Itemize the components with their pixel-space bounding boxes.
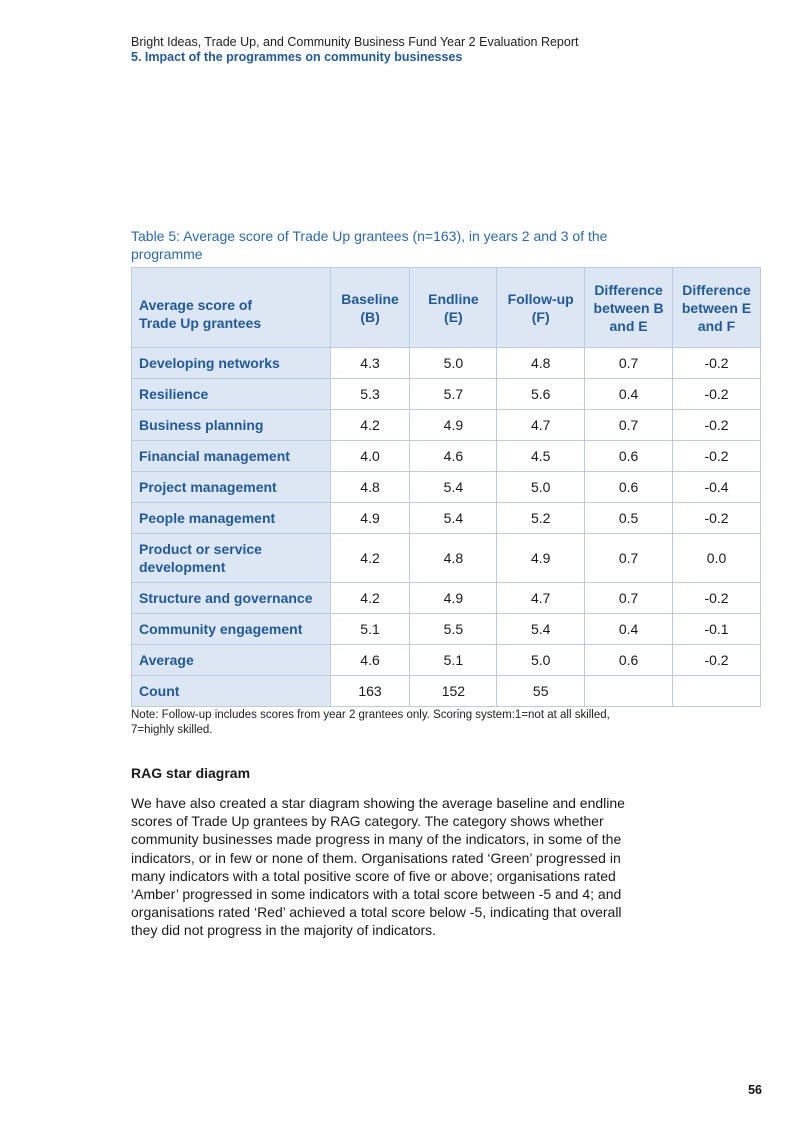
cell-diff-e-f: -0.2 xyxy=(673,348,761,379)
table-row xyxy=(132,614,761,645)
cell-baseline: 4.8 xyxy=(330,472,410,503)
cell-diff-e-f: -0.2 xyxy=(673,379,761,410)
header-line: Follow-up xyxy=(507,290,574,307)
cell-diff-e-f xyxy=(673,676,761,707)
cell-baseline: 4.2 xyxy=(330,534,410,583)
cell-follow-up: 55 xyxy=(497,676,585,707)
cell-diff-b-e: 0.6 xyxy=(585,472,673,503)
header-line: Average score of xyxy=(139,297,253,313)
table-note: Note: Follow-up includes scores from year 2 grantees only. Scoring system:1=not at all skilled, 7=highly skilled. xyxy=(131,709,610,736)
row-label: Count xyxy=(132,676,331,707)
header-line: and E xyxy=(609,317,648,334)
cell-endline: 5.0 xyxy=(410,348,497,379)
column-header-diff-e-f xyxy=(673,268,761,348)
row-label: Project management xyxy=(132,472,331,503)
cell-diff-b-e: 0.4 xyxy=(585,379,673,410)
cell-follow-up: 4.7 xyxy=(497,410,585,441)
cell-diff-b-e: 0.5 xyxy=(585,503,673,534)
cell-baseline: 4.2 xyxy=(330,410,410,441)
running-header xyxy=(131,35,578,65)
section-heading: RAG star diagram xyxy=(131,765,251,781)
header-line: and F xyxy=(697,317,736,334)
cell-baseline: 4.6 xyxy=(330,645,410,676)
cell-endline: 4.8 xyxy=(410,534,497,583)
cell-follow-up: 4.5 xyxy=(497,441,585,472)
cell-baseline: 4.2 xyxy=(330,583,410,614)
cell-diff-e-f: -0.2 xyxy=(673,583,761,614)
cell-endline: 4.6 xyxy=(410,441,497,472)
cell-follow-up: 5.4 xyxy=(497,614,585,645)
cell-diff-e-f: -0.2 xyxy=(673,503,761,534)
cell-follow-up: 4.8 xyxy=(497,348,585,379)
table-row xyxy=(132,534,761,583)
cell-endline: 152 xyxy=(410,676,497,707)
cell-follow-up: 4.9 xyxy=(497,534,585,583)
cell-diff-e-f: -0.2 xyxy=(673,441,761,472)
cell-diff-e-f: -0.2 xyxy=(673,645,761,676)
cell-baseline: 4.3 xyxy=(330,348,410,379)
cell-follow-up: 4.7 xyxy=(497,583,585,614)
cell-baseline: 4.9 xyxy=(330,503,410,534)
header-line: between E xyxy=(681,299,752,316)
row-label: People management xyxy=(132,503,331,534)
scores-table xyxy=(131,267,761,707)
row-label: Average xyxy=(132,645,331,676)
cell-endline: 5.7 xyxy=(410,379,497,410)
header-line: between B xyxy=(593,299,664,316)
page-number: 56 xyxy=(748,1083,762,1097)
table-row xyxy=(132,348,761,379)
column-header-endline xyxy=(410,268,497,348)
cell-diff-b-e: 0.7 xyxy=(585,583,673,614)
section-title: 5. Impact of the programmes on community businesses xyxy=(131,50,463,64)
header-line: Difference xyxy=(594,281,663,298)
column-header-diff-b-e xyxy=(585,268,673,348)
cell-baseline: 5.1 xyxy=(330,614,410,645)
header-line: (B) xyxy=(360,308,380,325)
header-line: (E) xyxy=(444,308,463,325)
cell-diff-b-e: 0.6 xyxy=(585,441,673,472)
cell-diff-e-f: -0.4 xyxy=(673,472,761,503)
cell-baseline: 4.0 xyxy=(330,441,410,472)
cell-endline: 4.9 xyxy=(410,410,497,441)
table-caption: Table 5: Average score of Trade Up grantees (n=163), in years 2 and 3 of the programme xyxy=(131,228,608,262)
cell-endline: 5.4 xyxy=(410,472,497,503)
table-row xyxy=(132,645,761,676)
cell-endline: 5.5 xyxy=(410,614,497,645)
cell-diff-b-e: 0.7 xyxy=(585,348,673,379)
row-label: Structure and governance xyxy=(132,583,331,614)
table-row xyxy=(132,441,761,472)
column-header-indicator xyxy=(132,268,331,348)
table-row xyxy=(132,583,761,614)
cell-endline: 4.9 xyxy=(410,583,497,614)
header-line: Trade Up grantees xyxy=(139,315,262,331)
cell-diff-e-f: -0.1 xyxy=(673,614,761,645)
column-header-baseline xyxy=(330,268,410,348)
table-header-row xyxy=(132,268,761,348)
table-row xyxy=(132,676,761,707)
cell-diff-b-e: 0.4 xyxy=(585,614,673,645)
cell-endline: 5.4 xyxy=(410,503,497,534)
row-label: Business planning xyxy=(132,410,331,441)
cell-diff-b-e: 0.7 xyxy=(585,410,673,441)
table-row xyxy=(132,472,761,503)
row-label: Resilience xyxy=(132,379,331,410)
header-line: (F) xyxy=(531,308,550,325)
row-label: Financial management xyxy=(132,441,331,472)
table-row xyxy=(132,503,761,534)
row-label: Developing networks xyxy=(132,348,331,379)
table-row xyxy=(132,379,761,410)
row-label: Community engagement xyxy=(132,614,331,645)
column-header-follow-up xyxy=(497,268,585,348)
cell-follow-up: 5.6 xyxy=(497,379,585,410)
row-label: Product or service development xyxy=(132,534,331,583)
cell-follow-up: 5.2 xyxy=(497,503,585,534)
cell-diff-e-f: -0.2 xyxy=(673,410,761,441)
cell-endline: 5.1 xyxy=(410,645,497,676)
cell-diff-b-e: 0.7 xyxy=(585,534,673,583)
header-line: Endline xyxy=(428,290,479,307)
cell-diff-b-e: 0.6 xyxy=(585,645,673,676)
report-title: Bright Ideas, Trade Up, and Community Business Fund Year 2 Evaluation Report xyxy=(131,35,579,49)
table-row xyxy=(132,410,761,441)
body-paragraph: We have also created a star diagram showing the average baseline and endline scores of Trade Up grantees by RAG category. The category shows whether community businesses made progress in many of the indicators, in some of the indicators, or in few or none of them. Organisations rated ‘Green’ progressed in many indicators with a total positive score of five or above; organisations rated ‘Amber’ progressed in some indicators with a total score between -5 and 4; and organisations rated ‘Red’ achieved a total score below -5, indicating that overall they did not progress in the majority of indicators. xyxy=(131,795,625,939)
cell-baseline: 5.3 xyxy=(330,379,410,410)
cell-follow-up: 5.0 xyxy=(497,645,585,676)
cell-diff-b-e xyxy=(585,676,673,707)
header-line: Difference xyxy=(682,281,751,298)
header-line: Baseline xyxy=(341,290,399,307)
cell-diff-e-f: 0.0 xyxy=(673,534,761,583)
cell-baseline: 163 xyxy=(330,676,410,707)
cell-follow-up: 5.0 xyxy=(497,472,585,503)
